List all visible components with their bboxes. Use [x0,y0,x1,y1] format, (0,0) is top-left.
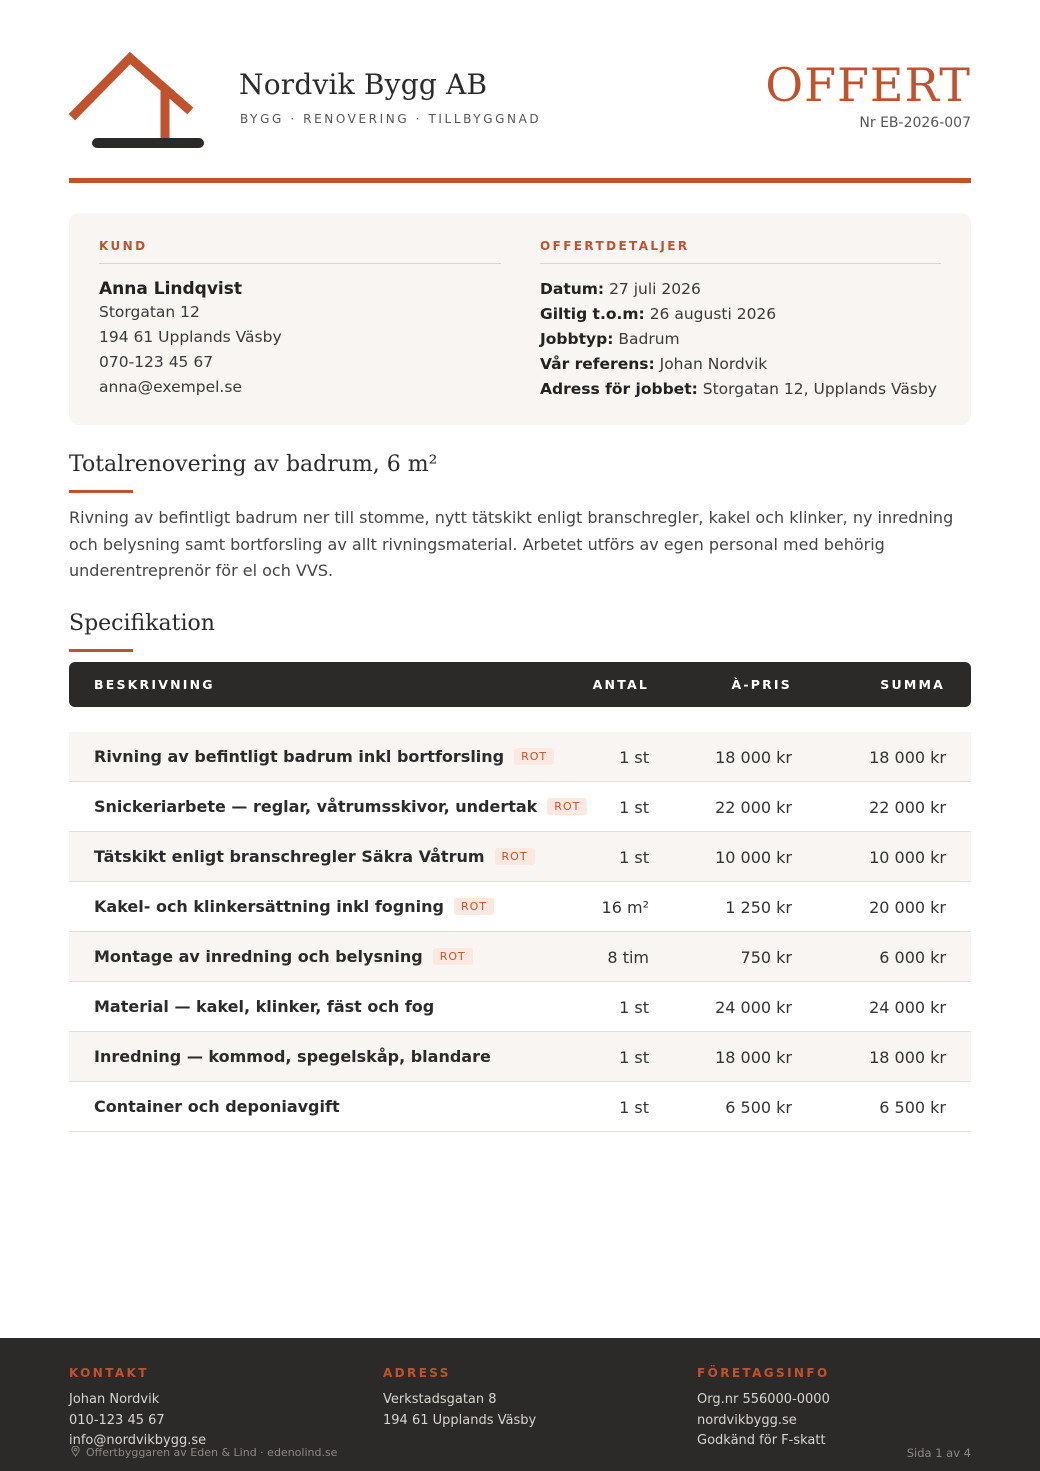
row-description-text: Kakel- och klinkersättning inkl fogning [94,897,444,916]
row-unit-price: 18 000 kr [715,748,792,767]
row-description-text: Montage av inredning och belysning [94,947,423,966]
footer-org-number: Org.nr 556000-0000 [697,1392,830,1407]
table-row [69,1032,971,1082]
page-number: Sida 1 av 4 [906,1446,971,1460]
footer-address [383,1366,536,1431]
row-description-text: Snickeriarbete — reglar, våtrumsskivor, undertak [94,797,538,816]
row-description [94,847,535,866]
rot-badge: ROT [495,848,535,865]
table-row [69,1082,971,1132]
table-row [69,882,971,932]
row-total: 18 000 kr [869,748,946,767]
row-quantity: 1 st [619,1098,649,1117]
row-description-text: Inredning — kommod, spegelskåp, blandare [94,1047,491,1066]
row-quantity: 1 st [619,748,649,767]
rot-badge: ROT [547,798,587,815]
company-tagline: BYGG · RENOVERING · TILLBYGGNAD [240,112,542,126]
table-row [69,982,971,1032]
footer-contact-phone: 010-123 45 67 [69,1412,165,1428]
row-description [94,1097,340,1116]
row-description-text: Material — kakel, klinker, fäst och fog [94,997,435,1016]
location-pin-icon [71,1446,80,1457]
column-header-unit-price: À-PRIS [731,677,792,692]
row-description [94,997,434,1016]
detail-item [540,327,941,352]
row-description [94,797,587,816]
footer-tax-status: Godkänd för F-skatt [697,1433,826,1448]
detail-value: Johan Nordvik [659,355,768,373]
detail-item [540,352,941,377]
document-number: Nr EB-2026-007 [859,115,971,131]
detail-item [540,277,941,302]
footer-company-info-heading: FÖRETAGSINFO [697,1366,830,1380]
detail-value: Badrum [618,330,680,348]
row-quantity: 1 st [619,998,649,1017]
specification-table-header [69,662,971,707]
detail-value: 26 augusti 2026 [649,305,777,323]
row-unit-price: 24 000 kr [715,998,792,1017]
client-phone: 070-123 45 67 [99,353,214,371]
row-description-text: Rivning av befintligt badrum inkl bortforsling [94,747,505,766]
row-quantity: 1 st [619,1048,649,1067]
row-unit-price: 10 000 kr [715,848,792,867]
specification-table-body [69,732,971,1132]
footer-contact [69,1366,206,1452]
column-header-description: BESKRIVNING [94,677,215,692]
client-street: Storgatan 12 [99,303,200,321]
detail-label: Adress för jobbet: [540,380,698,398]
client-heading: KUND [99,239,501,264]
client-email: anna@exempel.se [99,378,242,396]
detail-label: Datum: [540,280,605,298]
row-quantity: 16 m² [601,898,649,917]
rot-badge: ROT [433,948,473,965]
row-unit-price: 22 000 kr [715,798,792,817]
row-unit-price: 18 000 kr [715,1048,792,1067]
table-row [69,732,971,782]
project-description: Rivning av befintligt badrum ner till stomme, nytt tätskikt enligt branschregler, kakel och klinker, ny inredning och belysning samt bortforsling av allt rivningsmaterial. Arbetet utförs av egen personal med behörig underentreprenör för el och VVS. [69,508,954,580]
client-name: Anna Lindqvist [99,279,243,299]
document-header [69,40,971,150]
client-city: 194 61 Upplands Väsby [99,328,282,346]
document-title: OFFERT [765,58,971,112]
details-heading: OFFERTDETALJER [540,239,941,264]
quote-details-section [540,239,941,402]
table-row [69,832,971,882]
row-quantity: 8 tim [607,948,649,967]
footer-contact-person: Johan Nordvik [69,1392,160,1407]
table-row [69,932,971,982]
page-footer [0,1338,1040,1471]
detail-value: Storgatan 12, Upplands Väsby [702,380,937,398]
column-header-total: SUMMA [880,677,945,692]
info-card [69,213,971,425]
row-description-text: Tätskikt enligt branschregler Säkra Våtrum [94,847,485,866]
company-name: Nordvik Bygg AB [239,68,488,101]
client-section [99,239,501,400]
row-description [94,1047,491,1066]
footer-company-info [697,1366,830,1452]
table-row [69,782,971,832]
row-description [94,947,473,966]
footer-credit-text: Offertbyggaren av Eden & Lind · edenolind.se [86,1446,338,1459]
footer-address-heading: ADRESS [383,1366,451,1380]
row-description [94,747,554,766]
footer-address-city: 194 61 Upplands Väsby [383,1412,537,1428]
footer-address-street: Verkstadsgatan 8 [383,1392,497,1407]
footer-website[interactable]: nordvikbygg.se [697,1412,797,1428]
row-quantity: 1 st [619,848,649,867]
row-unit-price: 750 kr [740,948,792,967]
rot-badge: ROT [454,898,494,915]
detail-item [540,377,941,402]
specification-title: Specifikation [69,611,215,636]
row-total: 6 500 kr [879,1098,946,1117]
row-quantity: 1 st [619,798,649,817]
row-total: 24 000 kr [869,998,946,1017]
row-total: 22 000 kr [869,798,946,817]
project-title: Totalrenovering av badrum, 6 m² [69,452,438,477]
rot-badge: ROT [514,748,554,765]
row-description-text: Container och deponiavgift [94,1097,340,1116]
project-title-underline [69,490,133,493]
footer-contact-heading: KONTAKT [69,1366,149,1380]
row-total: 6 000 kr [879,948,946,967]
row-total: 20 000 kr [869,898,946,917]
row-unit-price: 6 500 kr [725,1098,792,1117]
detail-label: Vår referens: [540,355,655,373]
row-description [94,897,494,916]
detail-label: Giltig t.o.m: [540,305,645,323]
footer-contact-email[interactable]: info@nordvikbygg.se [69,1433,207,1448]
row-unit-price: 1 250 kr [725,898,792,917]
row-total: 10 000 kr [869,848,946,867]
detail-label: Jobbtyp: [540,330,614,348]
house-logo-icon [69,46,209,154]
header-divider [69,178,971,183]
detail-item [540,302,941,327]
footer-credit[interactable] [71,1446,337,1459]
details-list [540,277,941,402]
column-header-quantity: ANTAL [592,677,649,692]
specification-title-underline [69,649,133,652]
row-total: 18 000 kr [869,1048,946,1067]
detail-value: 27 juli 2026 [609,280,701,298]
